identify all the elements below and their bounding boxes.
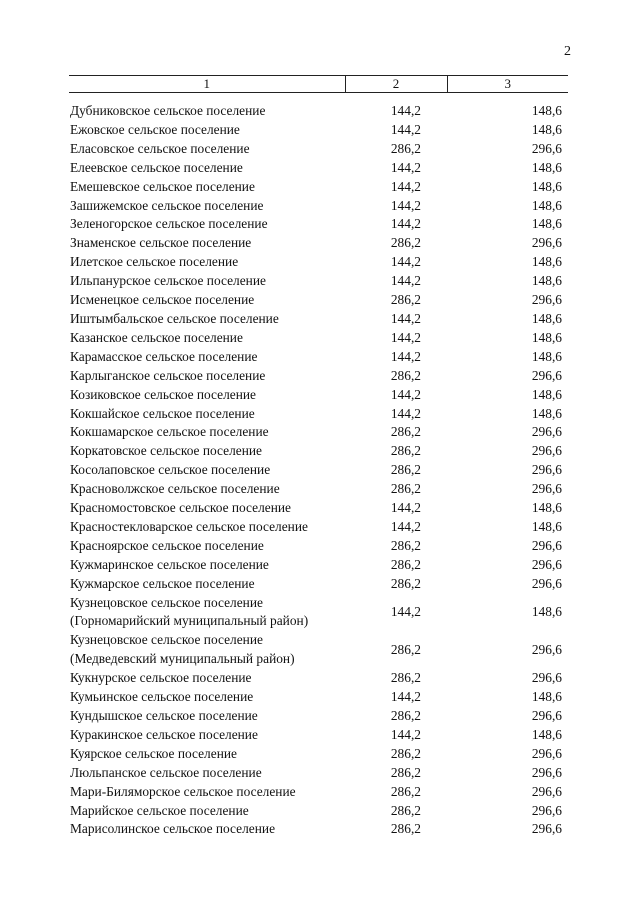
- settlement-name: [69, 537, 345, 556]
- table-row: [69, 745, 568, 764]
- value-column-3: 296,6: [531, 670, 562, 686]
- page-number: 2: [564, 44, 571, 59]
- table-body: [69, 93, 568, 840]
- value-column-3: 148,6: [531, 329, 562, 345]
- table-row: [69, 310, 568, 329]
- table-row: [69, 783, 568, 802]
- table-row: [69, 707, 568, 726]
- settlement-name-line: Кужмаринское сельское поселение: [70, 556, 269, 572]
- value-column-2: 144,2: [390, 254, 421, 270]
- settlement-name: [69, 556, 345, 575]
- value-column-2: 144,2: [390, 159, 421, 175]
- table-row: [69, 802, 568, 821]
- value-column-2: 286,2: [390, 641, 421, 657]
- value-column-2: 286,2: [390, 764, 421, 780]
- settlement-name: [69, 783, 345, 802]
- value-column-3: 148,6: [531, 348, 562, 364]
- settlement-name-line: Марисолинское сельское поселение: [70, 821, 276, 837]
- settlement-name-line: Карлыганское сельское поселение: [70, 367, 266, 383]
- table-row: [69, 253, 568, 272]
- value-column-2: 286,2: [390, 462, 421, 478]
- settlement-name: [69, 461, 345, 480]
- settlement-name-line: Ежовское сельское поселение: [70, 121, 240, 137]
- settlement-district-line: (Медведевский муниципальный район): [70, 651, 295, 667]
- table-row: [69, 518, 568, 537]
- value-column-2: 144,2: [390, 500, 421, 516]
- value-column-3: 148,6: [531, 216, 562, 232]
- settlement-name-line: Кузнецовское сельское поселение: [70, 594, 263, 610]
- table-row: [69, 291, 568, 310]
- settlement-name: [69, 423, 345, 442]
- column-header-2: 2: [345, 76, 447, 93]
- value-column-2: 144,2: [390, 348, 421, 364]
- settlement-name-line: Казанское сельское поселение: [70, 329, 243, 345]
- table-row: [69, 575, 568, 594]
- value-column-2: 286,2: [390, 708, 421, 723]
- table-row: [69, 329, 568, 348]
- value-column-2: 144,2: [390, 405, 421, 421]
- table-row: [69, 197, 568, 216]
- table-row: [69, 159, 568, 178]
- settlement-name: [69, 518, 345, 537]
- value-column-3: 148,6: [531, 405, 562, 421]
- value-column-3: 148,6: [531, 273, 562, 289]
- value-column-2: 144,2: [390, 273, 421, 289]
- settlement-name-line: Кокшайское сельское поселение: [70, 405, 255, 421]
- value-column-2: 286,2: [390, 575, 421, 591]
- table-row: [69, 499, 568, 518]
- table-row: [69, 820, 568, 839]
- value-column-3: 296,6: [531, 140, 562, 156]
- value-column-3: 296,6: [531, 537, 562, 553]
- settlement-name-line: Красномостовское сельское поселение: [70, 500, 292, 516]
- value-column-3: 296,6: [531, 367, 562, 383]
- settlement-name-line: Красноволжское сельское поселение: [70, 481, 280, 497]
- value-column-2: 286,2: [390, 292, 421, 308]
- settlement-name: [69, 310, 345, 329]
- settlement-name-line: Кукнурское сельское поселение: [70, 670, 252, 686]
- table-row: [69, 688, 568, 707]
- settlement-name: [69, 442, 345, 461]
- settlement-name: [69, 575, 345, 594]
- value-column-2: 144,2: [390, 726, 421, 742]
- value-column-3: 148,6: [531, 178, 562, 194]
- value-column-2: 286,2: [390, 670, 421, 686]
- value-column-3: 296,6: [531, 821, 562, 837]
- table-row: [69, 556, 568, 575]
- value-column-2: 286,2: [390, 235, 421, 251]
- settlement-name: [69, 688, 345, 707]
- settlement-name: [69, 631, 345, 669]
- settlement-name: [69, 802, 345, 821]
- settlement-name: [69, 764, 345, 783]
- settlements-table: [69, 75, 568, 839]
- value-column-2: 144,2: [390, 329, 421, 345]
- value-column-3: 148,6: [531, 103, 562, 118]
- value-column-3: 148,6: [531, 197, 562, 213]
- value-column-2: 286,2: [390, 556, 421, 572]
- value-column-2: 144,2: [390, 216, 421, 232]
- settlement-name-line: Илетское сельское поселение: [70, 254, 239, 270]
- value-column-3: 148,6: [531, 121, 562, 137]
- value-column-2: 286,2: [390, 745, 421, 761]
- value-column-2: 144,2: [390, 604, 421, 620]
- settlement-name-line: Исменецкое сельское поселение: [70, 292, 255, 308]
- settlement-name-line: Мари-Биляморское сельское поселение: [70, 783, 296, 799]
- settlement-name: [69, 178, 345, 197]
- settlement-name-line: Красностекловарское сельское поселение: [70, 518, 308, 534]
- settlement-name-line: Зашижемское сельское поселение: [70, 197, 264, 213]
- value-column-2: 286,2: [390, 443, 421, 459]
- settlement-name-line: Карамасское сельское поселение: [70, 348, 258, 364]
- value-column-3: 148,6: [531, 500, 562, 516]
- settlement-name: [69, 367, 345, 386]
- table-row: [69, 669, 568, 688]
- settlement-name-line: Иштымбальское сельское поселение: [70, 310, 279, 326]
- settlement-name: [69, 669, 345, 688]
- value-column-3: 148,6: [531, 518, 562, 534]
- settlement-name-line: Марийское сельское поселение: [70, 802, 249, 818]
- value-column-3: 148,6: [531, 310, 562, 326]
- settlement-name-line: Кундышское сельское поселение: [70, 708, 258, 723]
- settlement-name: [69, 707, 345, 726]
- settlement-name: [69, 291, 345, 310]
- value-column-3: 296,6: [531, 292, 562, 308]
- value-column-2: 144,2: [390, 689, 421, 705]
- table-row: [69, 631, 568, 669]
- table-row: [69, 386, 568, 405]
- settlement-name-line: Еласовское сельское поселение: [70, 140, 250, 156]
- settlement-name-line: Ильпанурское сельское поселение: [70, 273, 266, 289]
- table-row: [69, 140, 568, 159]
- settlement-name: [69, 215, 345, 234]
- value-column-2: 286,2: [390, 783, 421, 799]
- settlement-name-line: Дубниковское сельское поселение: [70, 103, 266, 118]
- settlement-name: [69, 159, 345, 178]
- settlement-name-line: Куярское сельское поселение: [70, 745, 237, 761]
- settlement-name: [69, 197, 345, 216]
- settlement-name-line: Елеевское сельское поселение: [70, 159, 243, 175]
- table-row: [69, 178, 568, 197]
- value-column-3: 296,6: [531, 802, 562, 818]
- settlement-name: [69, 121, 345, 140]
- table-row: [69, 405, 568, 424]
- column-header-1: 1: [69, 76, 345, 93]
- settlement-name-line: Кокшамарское сельское поселение: [70, 424, 269, 440]
- value-column-3: 296,6: [531, 481, 562, 497]
- settlement-name: [69, 140, 345, 159]
- value-column-3: 296,6: [531, 708, 562, 723]
- settlement-name-line: Знаменское сельское поселение: [70, 235, 252, 251]
- settlement-name-line: Кузнецовское сельское поселение: [70, 632, 263, 648]
- table-row: [69, 348, 568, 367]
- value-column-3: 296,6: [531, 641, 562, 657]
- table-row: [69, 367, 568, 386]
- settlement-name-line: Козиковское сельское поселение: [70, 386, 257, 402]
- settlement-name: [69, 234, 345, 253]
- value-column-2: 286,2: [390, 140, 421, 156]
- table-row: [69, 764, 568, 783]
- value-column-2: 144,2: [390, 518, 421, 534]
- settlement-district-line: (Горномарийский муниципальный район): [70, 613, 309, 629]
- value-column-2: 286,2: [390, 481, 421, 497]
- table-row: [69, 102, 568, 121]
- table-row: [69, 594, 568, 632]
- value-column-2: 144,2: [390, 121, 421, 137]
- settlement-name-line: Люльпанское сельское поселение: [70, 764, 262, 780]
- column-header-3: 3: [447, 76, 568, 93]
- settlement-name: [69, 253, 345, 272]
- settlement-name-line: Косолаповское сельское поселение: [70, 462, 271, 478]
- settlement-name-line: Коркатовское сельское поселение: [70, 443, 262, 459]
- settlement-name-line: Емешевское сельское поселение: [70, 178, 255, 194]
- settlement-name: [69, 272, 345, 291]
- value-column-3: 296,6: [531, 424, 562, 440]
- value-column-2: 286,2: [390, 367, 421, 383]
- value-column-3: 296,6: [531, 462, 562, 478]
- settlement-name-line: Красноярское сельское поселение: [70, 537, 264, 553]
- settlement-name: [69, 386, 345, 405]
- settlement-name: [69, 594, 345, 632]
- settlement-name: [69, 348, 345, 367]
- table-row: [69, 121, 568, 140]
- settlement-name: [69, 405, 345, 424]
- value-column-3: 296,6: [531, 575, 562, 591]
- value-column-3: 148,6: [531, 689, 562, 705]
- table-row: [69, 537, 568, 556]
- value-column-2: 286,2: [390, 802, 421, 818]
- table-row: [69, 480, 568, 499]
- value-column-3: 148,6: [531, 159, 562, 175]
- settlement-name: [69, 745, 345, 764]
- settlement-name: [69, 820, 345, 839]
- value-column-2: 144,2: [390, 197, 421, 213]
- value-column-2: 286,2: [390, 821, 421, 837]
- value-column-2: 144,2: [390, 386, 421, 402]
- table-header-row: [69, 76, 568, 93]
- settlement-name: [69, 102, 345, 121]
- table-row: [69, 726, 568, 745]
- value-column-2: 286,2: [390, 424, 421, 440]
- settlement-name: [69, 499, 345, 518]
- settlement-name: [69, 480, 345, 499]
- value-column-3: 296,6: [531, 443, 562, 459]
- value-column-3: 148,6: [531, 254, 562, 270]
- value-column-2: 144,2: [390, 310, 421, 326]
- table-row: [69, 272, 568, 291]
- value-column-2: 144,2: [390, 103, 421, 118]
- table-row: [69, 234, 568, 253]
- value-column-3: 296,6: [531, 783, 562, 799]
- value-column-3: 296,6: [531, 235, 562, 251]
- value-column-3: 296,6: [531, 764, 562, 780]
- settlement-name-line: Куракинское сельское поселение: [70, 726, 258, 742]
- value-column-3: 296,6: [531, 745, 562, 761]
- header-spacer: [69, 93, 568, 103]
- table-row: [69, 461, 568, 480]
- table-row: [69, 423, 568, 442]
- value-column-3: 148,6: [531, 726, 562, 742]
- value-column-3: 148,6: [531, 386, 562, 402]
- table-row: [69, 215, 568, 234]
- settlement-name-line: Зеленогорское сельское поселение: [70, 216, 268, 232]
- settlement-name-line: Кумьинское сельское поселение: [70, 689, 254, 705]
- settlement-name: [69, 726, 345, 745]
- table-row: [69, 442, 568, 461]
- value-column-2: 144,2: [390, 178, 421, 194]
- value-column-2: 286,2: [390, 537, 421, 553]
- settlement-name-line: Кужмарское сельское поселение: [70, 575, 255, 591]
- settlement-name: [69, 329, 345, 348]
- value-column-3: 148,6: [531, 604, 562, 620]
- value-column-3: 296,6: [531, 556, 562, 572]
